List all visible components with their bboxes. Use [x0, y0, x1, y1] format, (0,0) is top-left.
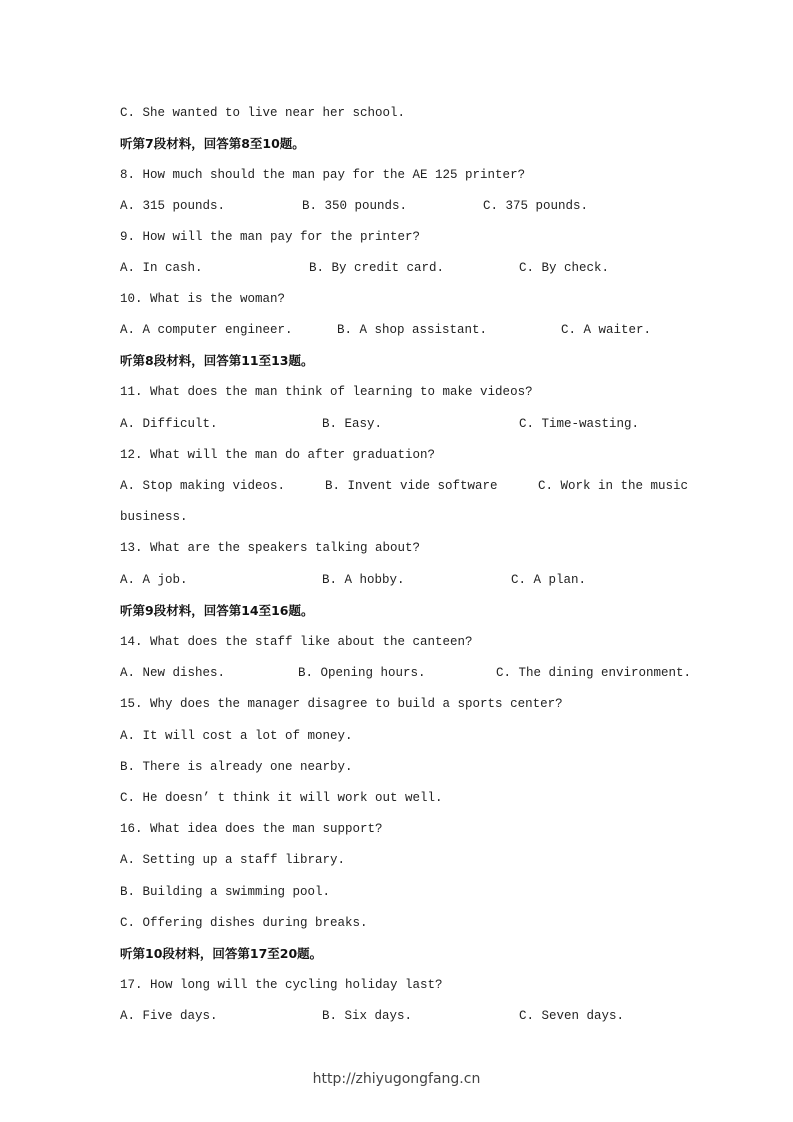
option-b: B. Easy. — [322, 417, 383, 431]
option-b: B. Six days. — [322, 1009, 413, 1023]
option-b: B. By credit card. — [309, 261, 445, 275]
option-c: C. A waiter. — [561, 323, 652, 337]
section-heading: 听第7段材料，回答第8至10题。 — [120, 136, 305, 151]
option-a: A. Setting up a staff library. — [120, 853, 346, 867]
option-b: B. A shop assistant. — [337, 323, 488, 337]
question-15: 15. Why does the manager disagree to build a sports center? — [120, 697, 563, 711]
option-c: C. A plan. — [511, 573, 587, 587]
option-c: C. Work in the music — [538, 479, 689, 493]
section-heading: 听第8段材料，回答第11至13题。 — [120, 353, 314, 368]
question-17: 17. How long will the cycling holiday last? — [120, 978, 443, 992]
question-12: 12. What will the man do after graduation? — [120, 448, 436, 462]
option-a: A. It will cost a lot of money. — [120, 729, 353, 743]
question-11: 11. What does the man think of learning to make videos? — [120, 385, 533, 399]
option-b: B. Opening hours. — [298, 666, 426, 680]
section-heading: 听第10段材料，回答第17至20题。 — [120, 946, 323, 961]
section-heading: 听第9段材料，回答第14至16题。 — [120, 603, 314, 618]
option-c: C. Time-wasting. — [519, 417, 640, 431]
question-13: 13. What are the speakers talking about? — [120, 541, 421, 555]
question-14: 14. What does the staff like about the canteen? — [120, 635, 473, 649]
option-a: A. Stop making videos. — [120, 479, 286, 493]
option-continuation: business. — [120, 510, 188, 524]
option-b: B. Invent vide software — [325, 479, 498, 493]
question-9: 9. How will the man pay for the printer? — [120, 230, 421, 244]
option-b: B. 350 pounds. — [302, 199, 408, 213]
option-a: A. In cash. — [120, 261, 203, 275]
option-line: C. She wanted to live near her school. — [120, 106, 406, 120]
option-a: A. 315 pounds. — [120, 199, 226, 213]
option-c: C. Offering dishes during breaks. — [120, 916, 368, 930]
option-a: A. Five days. — [120, 1009, 218, 1023]
option-c: C. The dining environment. — [496, 666, 692, 680]
option-c: C. He doesn’ t think it will work out well. — [120, 791, 443, 805]
option-a: A. Difficult. — [120, 417, 218, 431]
option-b: B. Building a swimming pool. — [120, 885, 331, 899]
option-b: B. There is already one nearby. — [120, 760, 353, 774]
footer-url: http://zhiyugongfang.cn — [312, 1071, 481, 1087]
option-b: B. A hobby. — [322, 573, 405, 587]
question-10: 10. What is the woman? — [120, 292, 286, 306]
option-a: A. New dishes. — [120, 666, 226, 680]
question-8: 8. How much should the man pay for the AE 125 printer? — [120, 168, 526, 182]
option-a: A. A job. — [120, 573, 188, 587]
option-a: A. A computer engineer. — [120, 323, 293, 337]
question-16: 16. What idea does the man support? — [120, 822, 383, 836]
option-c: C. Seven days. — [519, 1009, 625, 1023]
option-c: C. By check. — [519, 261, 610, 275]
option-c: C. 375 pounds. — [483, 199, 589, 213]
